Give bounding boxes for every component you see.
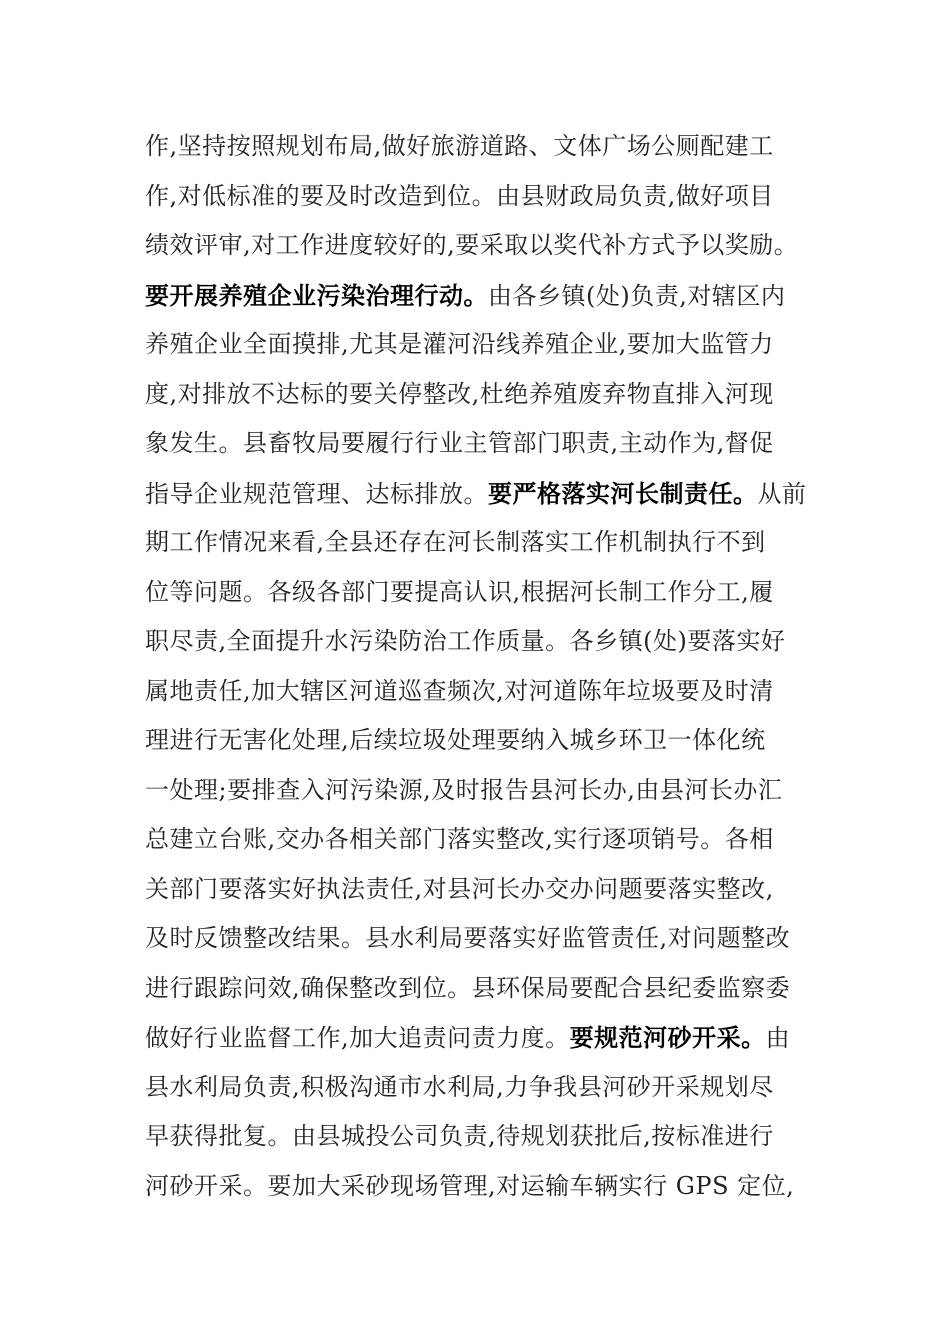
- body-text-segment: 河砂开采。要加大采砂现场管理,对运输车辆实行 GPS 定位,: [145, 1171, 795, 1200]
- text-line: [145, 518, 820, 568]
- body-text-segment: 度,对排放不达标的要关停整改,杜绝养殖废弃物直排入河现: [145, 379, 774, 408]
- text-line: [145, 1013, 820, 1063]
- text-line: [145, 667, 820, 717]
- text-line: [145, 370, 820, 420]
- body-text-segment: 期工作情况来看,全县还存在河长制落实工作机制执行不到: [145, 528, 766, 556]
- bold-heading-text: 要规范河砂开采。: [569, 1023, 766, 1052]
- body-text-segment: 指导企业规范管理、达标排放。: [145, 479, 488, 508]
- text-line: [145, 320, 820, 370]
- text-line: [145, 469, 820, 519]
- body-text-segment: 及时反馈整改结果。县水利局要落实好监管责任,对问题整改: [145, 924, 791, 952]
- text-line: [145, 766, 820, 816]
- text-line: [145, 1063, 820, 1113]
- text-line: [145, 815, 820, 865]
- body-text-segment: 做好行业监督工作,加大追责问责力度。: [145, 1024, 570, 1052]
- body-text-segment: 职尽责,全面提升水污染防治工作质量。各乡镇(处)要落实好: [145, 627, 786, 655]
- body-text-segment: 作,对低标准的要及时改造到位。由县财政局负责,做好项目: [145, 181, 774, 210]
- body-text-segment: 早获得批复。由县城投公司负责,待规划获批后,按标准进行: [145, 1122, 774, 1150]
- text-line: [145, 914, 820, 964]
- body-text-segment: 由各乡镇(处)负责,对辖区内: [488, 281, 786, 310]
- body-text-segment: 属地责任,加大辖区河道巡查频次,对河道陈年垃圾要及时清: [145, 676, 774, 705]
- text-line: [145, 419, 820, 469]
- body-text-segment: 县水利局负责,积极沟通市水利局,力争我县河砂开采规划尽: [145, 1072, 774, 1101]
- body-text-segment: 关部门要落实好执法责任,对县河长办交办问题要落实整改,: [145, 874, 774, 903]
- body-text-segment: 象发生。县畜牧局要履行行业主管部门职责,主动作为,督促: [145, 429, 774, 457]
- body-text-segment: 理进行无害化处理,后续垃圾处理要纳入城乡环卫一体化统: [145, 726, 766, 754]
- bold-heading-text: 要开展养殖企业污染治理行动。: [145, 280, 488, 310]
- body-text-segment: 从前: [757, 479, 807, 508]
- text-line: [145, 221, 820, 271]
- text-line: [145, 122, 820, 172]
- text-line: [145, 172, 820, 222]
- body-text-segment: 绩效评审,对工作进度较好的,要采取以奖代补方式予以奖励。: [145, 231, 799, 259]
- text-line: [145, 617, 820, 667]
- text-line: [145, 1162, 820, 1212]
- text-line: [145, 964, 820, 1014]
- body-text: [145, 122, 820, 1211]
- body-text-segment: 一处理;要排查入河污染源,及时报告县河长办,由县河长办汇: [145, 775, 783, 804]
- text-line: [145, 716, 820, 766]
- text-line: [145, 1112, 820, 1162]
- body-text-segment: 养殖企业全面摸排,尤其是灌河沿线养殖企业,要加大监管力: [145, 330, 774, 358]
- body-text-segment: 由: [765, 1024, 791, 1052]
- body-text-segment: 位等问题。各级各部门要提高认识,根据河长制工作分工,履: [145, 577, 774, 606]
- bold-heading-text: 要严格落实河长制责任。: [488, 478, 758, 508]
- body-text-segment: 进行跟踪问效,确保整改到位。县环保局要配合县纪委监察委: [145, 973, 791, 1002]
- text-line: [145, 271, 820, 321]
- body-text-segment: 总建立台账,交办各相关部门落实整改,实行逐项销号。各相: [145, 825, 774, 853]
- text-line: [145, 865, 820, 915]
- text-line: [145, 568, 820, 618]
- body-text-segment: 作,坚持按照规划布局,做好旅游道路、文体广场公厕配建工: [145, 132, 774, 160]
